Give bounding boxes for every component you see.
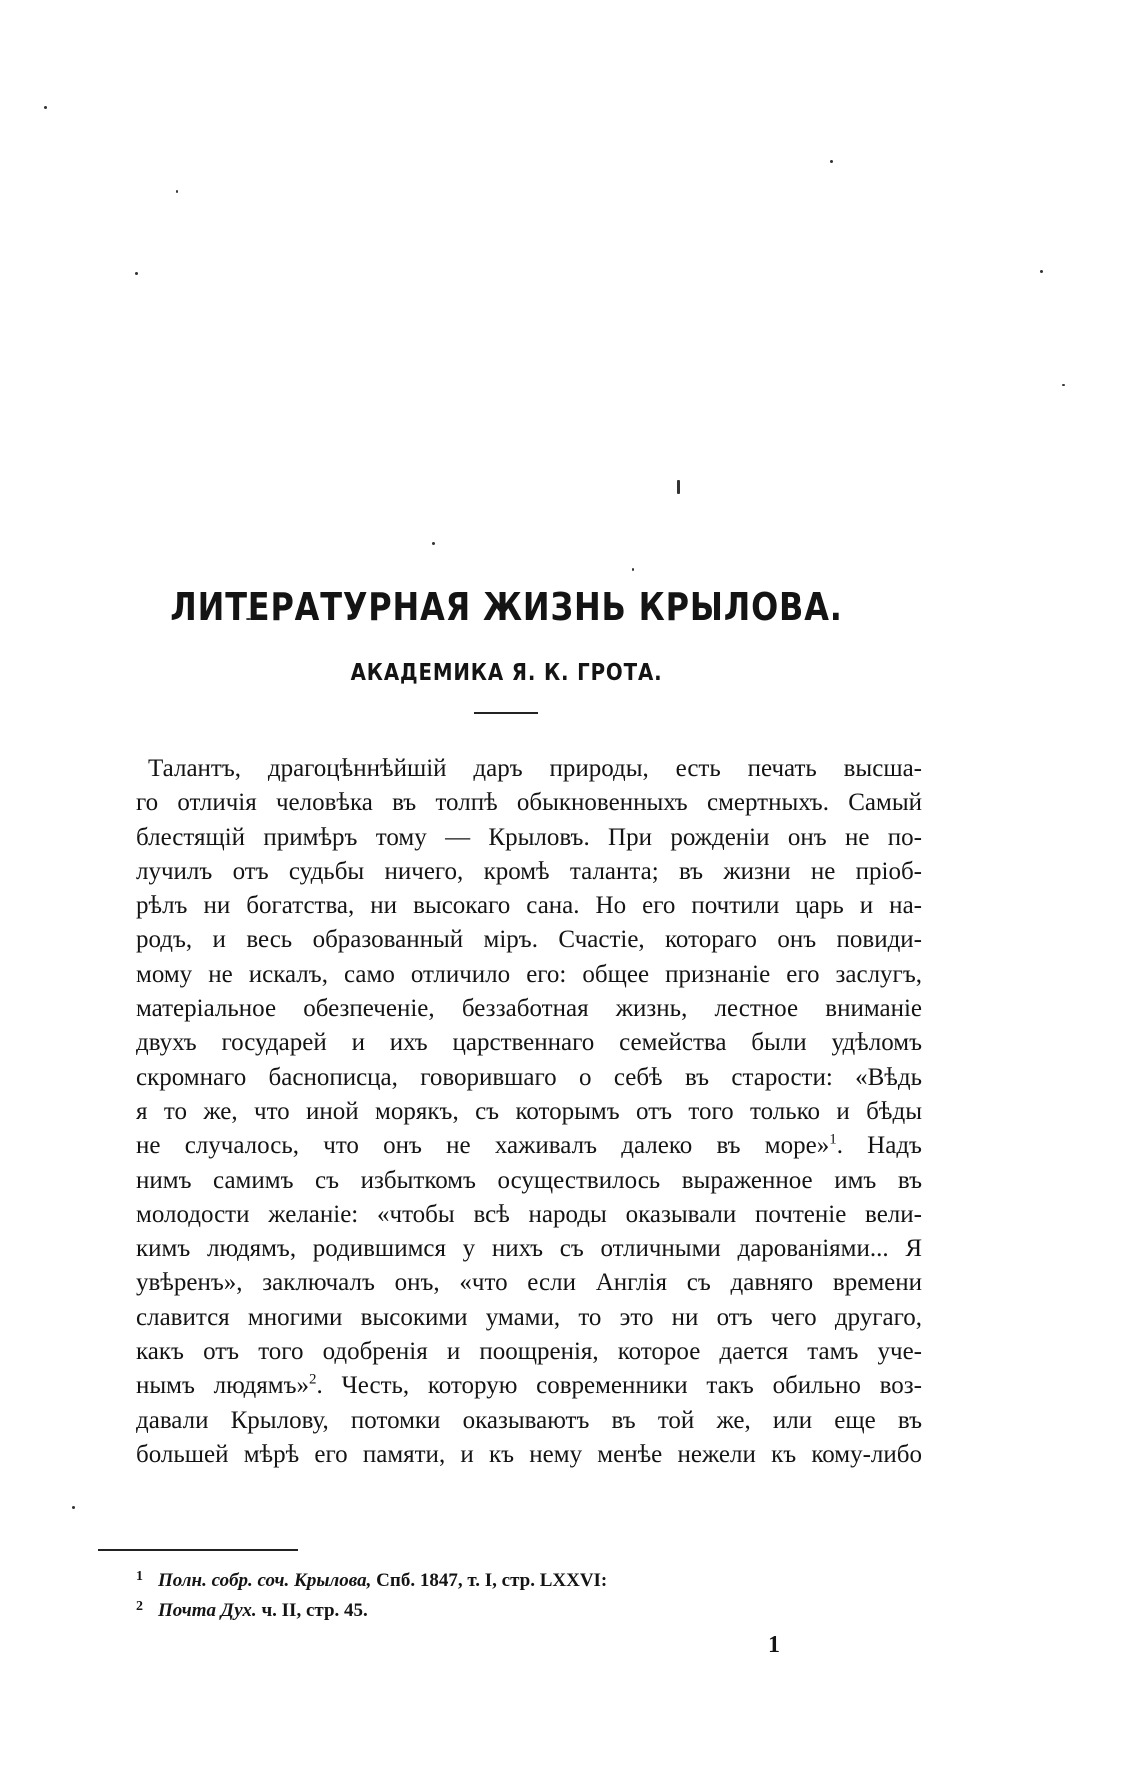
text-line: лучилъ отъ судьбы ничего, кромѣ таланта; въ жизни не пріоб- [136,857,922,885]
text-line: увѣренъ», заключалъ онъ, «что если Англія съ давняго времени [136,1269,922,1297]
text-line: скромнаго баснописца, говорившаго о себѣ въ старости: «Вѣдь [136,1063,922,1091]
text-line: блестящій примѣръ тому — Крыловъ. При рожденіи онъ не по- [136,823,922,851]
text-segment: . Надъ [836,1132,922,1160]
text-line: мому не искалъ, само отличило его: общее признаніе его заслугъ, [136,960,922,988]
text-line: Талантъ, драгоцѣннѣйшій даръ природы, есть печать высша- [148,755,922,782]
text-line: го отличія человѣка въ толпѣ обыкновенныхъ смертныхъ. Самый [136,789,922,817]
print-speck [632,568,634,571]
footnote-source-title: Полн. собр. соч. Крылова, [158,1570,372,1591]
footnote-divider [98,1549,298,1551]
text-line: большей мѣрѣ его памяти, и къ нему менѣе нежели къ кому-либо [136,1440,922,1468]
text-line: рѣлъ ни богатства, ни высокаго сана. Но его почтили царь и на- [136,892,922,920]
text-line: давали Крылову, потомки оказываютъ въ той же, или еще въ [136,1406,922,1434]
print-speck [1040,270,1043,273]
chapter-title: ЛИТЕРАТУРНАЯ ЖИЗНЬ КРЫЛОВА. [170,585,843,629]
footnote-mark: 1 [136,1569,143,1584]
print-speck [677,480,680,494]
footnotes [136,1566,836,1626]
page-number: 1 [768,1632,780,1658]
text-line: кимъ людямъ, родившимся у нихъ съ отличными дарованіями... Я [136,1235,922,1263]
print-speck [72,1506,75,1509]
footnote-reference: 1 [829,1131,837,1148]
body-text [136,752,922,1472]
text-line: нимъ самимъ съ избыткомъ осуществилось выраженное имъ въ [136,1166,922,1194]
print-speck [176,190,178,193]
text-line: родъ, и весь образованный міръ. Счастіе, котораго онъ повиди- [136,926,922,954]
text-segment: нымъ людямъ» [136,1372,310,1400]
footnote-reference: 2 [309,1372,317,1389]
text-segment: . Честь, которую современники такъ обильно воз- [316,1372,922,1400]
footnote-mark: 2 [136,1599,143,1614]
footnote-citation: Спб. 1847, т. I, стр. LXXVI: [371,1570,608,1591]
text-segment: не случалось, что онъ не хаживалъ далеко въ море» [136,1132,830,1160]
footnote-2 [136,1596,836,1626]
footnote-source-title: Почта Дух. [158,1600,257,1621]
text-line: матеріальное обезпеченіе, беззаботная жизнь, лестное вниманіе [136,995,922,1023]
footnote-citation: ч. II, стр. 45. [256,1600,368,1621]
text-line [136,1129,922,1163]
text-line: двухъ государей и ихъ царственнаго семейства были удѣломъ [136,1029,922,1057]
text-line: какъ отъ того одобренія и поощренія, которое дается тамъ уче- [136,1338,922,1366]
text-line [136,1369,922,1403]
text-line: я то же, что иной морякъ, съ которымъ отъ того только и бѣды [136,1097,922,1125]
text-line: молодости желаніе: «чтобы всѣ народы оказывали почтеніе вели- [136,1200,922,1228]
title-divider [474,712,538,714]
print-speck [1062,384,1065,386]
print-speck [135,272,138,275]
print-speck [44,106,47,109]
footnote-1 [136,1566,836,1596]
author-byline: АКАДЕМИКА Я. К. ГРОТА. [350,660,663,686]
print-speck [432,542,435,545]
text-line: славится многими высокими умами, то это ни отъ чего другаго, [136,1303,922,1331]
print-speck [830,160,833,163]
